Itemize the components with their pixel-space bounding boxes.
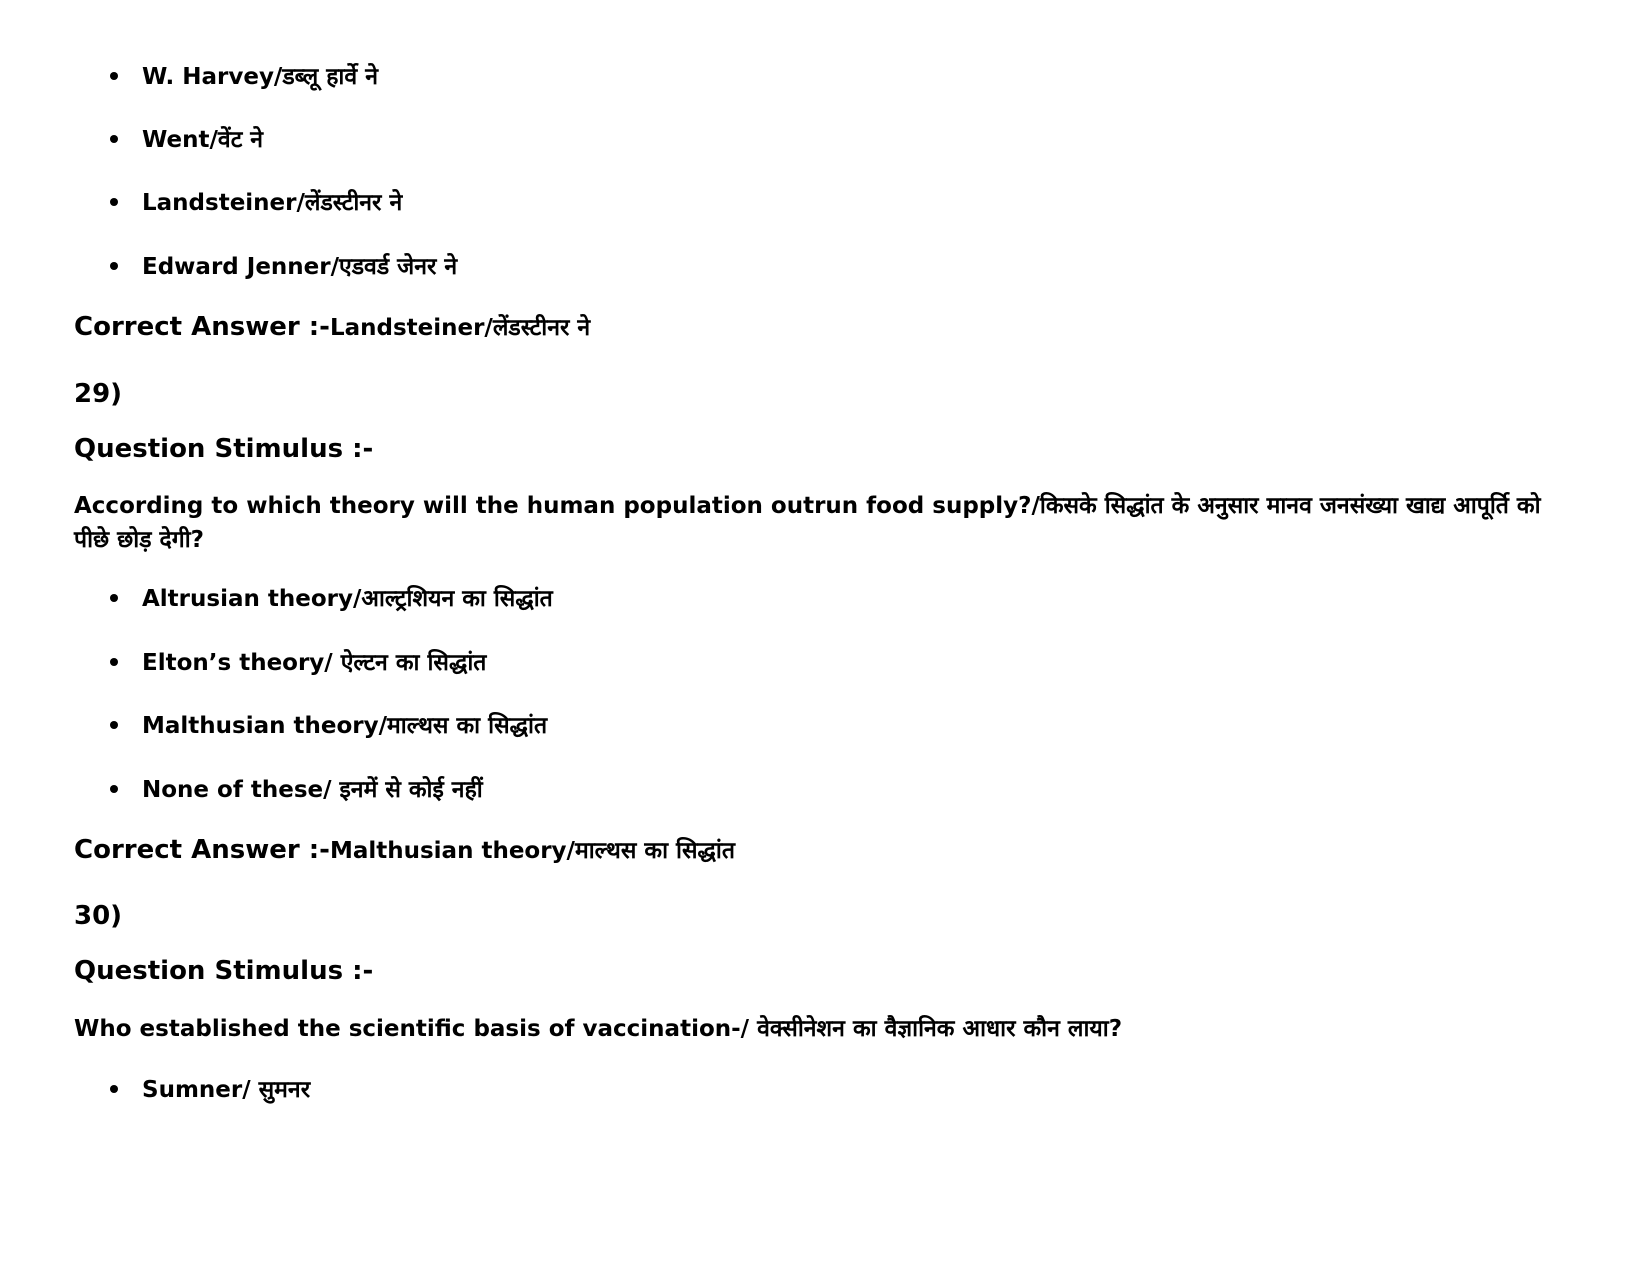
- option-item: [110, 584, 553, 614]
- bullet-icon: [110, 594, 118, 602]
- bullet-icon: [110, 262, 118, 270]
- correct-answer-value: Malthusian theory/माल्थस का सिद्धांत: [329, 838, 735, 864]
- option-item: [110, 125, 263, 155]
- bullet-icon: [110, 72, 118, 80]
- bullet-icon: [110, 135, 118, 143]
- correct-answer-label: Correct Answer :-: [74, 312, 330, 342]
- bullet-icon: [110, 1085, 118, 1093]
- bullet-icon: [110, 721, 118, 729]
- question-stimulus-label-29: Question Stimulus :-: [74, 434, 374, 464]
- question-stimulus-label-30: Question Stimulus :-: [74, 956, 374, 986]
- option-text: None of these/ इनमें से कोई नहीं: [142, 777, 483, 803]
- option-item: [110, 1075, 310, 1105]
- option-item: [110, 648, 486, 678]
- option-text: W. Harvey/डब्लू हार्वे ने: [142, 64, 378, 90]
- question-text-29: According to which theory will the human population outrun food supply?/किसके सिद्धांत के अनुसार मानव जनसंख्या खाद्य आपूर्ति को पीछे छोड़ देगी?: [74, 493, 1541, 553]
- bullet-icon: [110, 658, 118, 666]
- option-text: Malthusian theory/माल्थस का सिद्धांत: [142, 713, 548, 739]
- question-text-30: Who established the scientific basis of vaccination-/ वेक्सीनेशन का वैज्ञानिक आधार कौन लाया?: [74, 1016, 1123, 1042]
- option-text: Edward Jenner/एडवर्ड जेनर ने: [142, 254, 458, 280]
- option-item: [110, 252, 457, 282]
- question-number-30: 30): [74, 901, 123, 931]
- option-text: Landsteiner/लेंडस्टीनर ने: [142, 190, 403, 216]
- question-number-29: 29): [74, 379, 123, 409]
- option-item: [110, 711, 547, 741]
- prev-correct-answer: [74, 311, 590, 344]
- bullet-icon: [110, 785, 118, 793]
- correct-answer-value: Landsteiner/लेंडस्टीनर ने: [329, 315, 591, 341]
- correct-answer-label: Correct Answer :-: [74, 835, 330, 865]
- option-text: Went/वेंट ने: [142, 127, 264, 153]
- bullet-icon: [110, 198, 118, 206]
- option-item: [110, 188, 402, 218]
- option-item: [110, 62, 378, 92]
- option-text: Sumner/ सुमनर: [142, 1077, 311, 1103]
- option-text: Elton’s theory/ ऐल्टन का सिद्धांत: [142, 650, 487, 676]
- option-text: Altrusian theory/आल्ट्रशियन का सिद्धांत: [142, 586, 553, 612]
- q29-correct-answer: [74, 834, 735, 867]
- option-item: [110, 775, 483, 805]
